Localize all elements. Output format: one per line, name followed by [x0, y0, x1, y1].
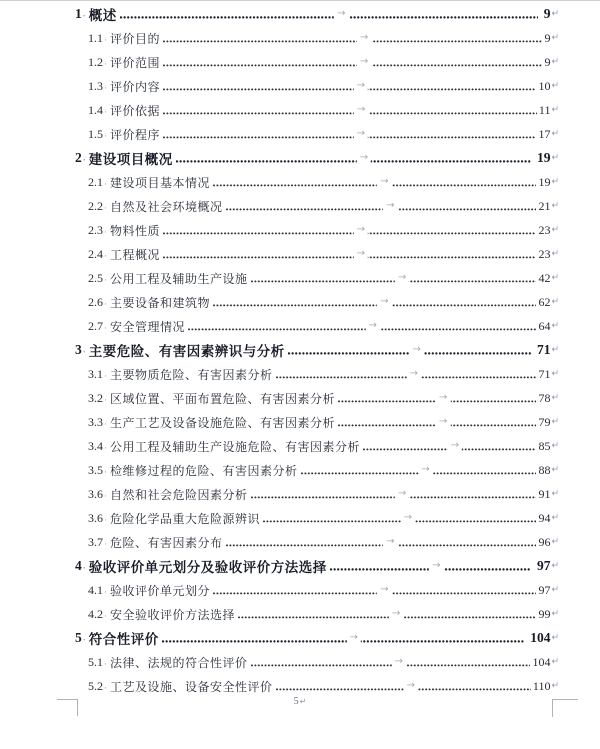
toc-entry-page-number: 23	[538, 222, 551, 237]
dot-leader	[163, 223, 536, 236]
toc-entry-page-number: 85	[538, 438, 551, 453]
toc-entry-number: 2.5	[88, 270, 103, 285]
toc-entry-page-number: 10	[538, 78, 551, 93]
tab-formatting-mark-icon: →	[377, 296, 391, 308]
toc-entry-number: 2.4	[88, 246, 103, 261]
footer-page-number: 5	[293, 696, 299, 707]
paragraph-formatting-mark-icon: ↵	[551, 321, 559, 331]
toc-entry[interactable]	[75, 74, 559, 98]
dot-leader	[276, 679, 531, 692]
dot-leader	[338, 391, 536, 404]
paragraph-formatting-mark-icon: ↵	[551, 105, 559, 115]
toc-entry-number: 4.2	[88, 606, 103, 621]
toc-entry-title: 自然和社会危险因素分析	[110, 487, 248, 502]
dot-leader	[163, 247, 536, 260]
space-formatting-mark: ·	[104, 299, 107, 309]
dot-leader	[162, 631, 524, 644]
dot-leader	[263, 511, 536, 524]
tab-formatting-mark-icon: →	[365, 320, 379, 332]
space-formatting-mark: ·	[104, 35, 107, 45]
toc-entry-page-number: 71	[536, 342, 551, 357]
toc-entry[interactable]	[75, 218, 559, 242]
dot-leader	[163, 127, 536, 140]
toc-entry[interactable]	[75, 26, 559, 50]
paragraph-formatting-mark-icon: ↵	[551, 33, 559, 43]
tab-formatting-mark-icon: →	[392, 656, 406, 668]
toc-entry-title: 主要设备和建筑物	[110, 295, 211, 310]
toc-entry-page-number: 62	[538, 294, 551, 309]
toc-entry-page-number: 78	[538, 390, 551, 405]
space-formatting-mark: ·	[82, 635, 86, 645]
toc-entry-number: 5.2	[88, 678, 103, 693]
toc-entry-number: 3.4	[88, 438, 103, 453]
dot-leader	[213, 583, 536, 596]
toc-entry[interactable]	[75, 146, 559, 170]
toc-entry-page-number: 19	[538, 174, 551, 189]
paragraph-formatting-mark-icon: ↵	[299, 697, 307, 706]
toc-entry-title: 法律、法规的符合性评价	[110, 655, 248, 670]
space-formatting-mark: ·	[104, 107, 107, 117]
tab-formatting-mark-icon: →	[409, 344, 423, 356]
space-formatting-mark: ·	[104, 251, 107, 261]
paragraph-formatting-mark-icon: ↵	[551, 657, 559, 667]
toc-entry-title: 验收评价单元划分及验收评价方法选择	[88, 560, 327, 575]
dot-leader	[238, 607, 536, 620]
toc-entry-page-number: 21	[538, 198, 551, 213]
toc-entry-number: 1.4	[88, 102, 103, 117]
paragraph-formatting-mark-icon: ↵	[551, 441, 559, 451]
dot-leader	[338, 415, 536, 428]
toc-entry-title: 危险、有害因素分布	[110, 535, 223, 550]
paragraph-formatting-mark-icon: ↵	[551, 201, 559, 211]
toc-entry-page-number: 9	[544, 30, 551, 45]
paragraph-formatting-mark-icon: ↵	[551, 81, 559, 91]
tab-formatting-mark-icon: →	[357, 56, 371, 68]
toc-entry-title: 符合性评价	[88, 632, 159, 647]
dot-leader	[226, 199, 537, 212]
toc-entry[interactable]	[75, 386, 559, 410]
toc-entry-title: 危险化学品重大危险源辨识	[110, 511, 261, 526]
dot-leader	[213, 295, 536, 308]
space-formatting-mark: ·	[104, 539, 107, 549]
toc-entry-page-number: 9	[544, 54, 551, 69]
paragraph-formatting-mark-icon: ↵	[551, 513, 559, 523]
toc-entry[interactable]	[75, 626, 559, 650]
paragraph-formatting-mark-icon: ↵	[551, 681, 559, 691]
tab-formatting-mark-icon: →	[347, 632, 361, 644]
toc-entry-page-number: 71	[538, 366, 551, 381]
space-formatting-mark: ·	[104, 371, 107, 381]
toc-entry-title: 生产工艺及设备设施危险、有害因素分析	[110, 415, 336, 430]
tab-formatting-mark-icon: →	[334, 8, 348, 20]
tab-formatting-mark-icon: →	[383, 200, 397, 212]
space-formatting-mark: ·	[104, 683, 107, 693]
toc-entry-number: 1.3	[88, 78, 103, 93]
toc-entry-title: 建设项目基本情况	[110, 175, 211, 190]
paragraph-formatting-mark-icon: ↵	[551, 57, 559, 67]
toc-entry-title: 概述	[88, 8, 117, 23]
tab-formatting-mark-icon: →	[418, 464, 432, 476]
toc-entry[interactable]	[75, 338, 559, 362]
toc-entry[interactable]	[75, 602, 559, 626]
toc-entry[interactable]	[75, 554, 559, 578]
space-formatting-mark: ·	[104, 203, 107, 213]
toc-entry[interactable]	[75, 50, 559, 74]
space-formatting-mark: ·	[104, 275, 107, 285]
tab-formatting-mark-icon: →	[448, 440, 462, 452]
page-top-edge	[0, 0, 600, 1]
toc-entry-title: 自然及社会环境概况	[110, 199, 223, 214]
paragraph-formatting-mark-icon: ↵	[551, 273, 559, 283]
space-formatting-mark: ·	[82, 11, 86, 21]
tab-formatting-mark-icon: →	[389, 608, 403, 620]
space-formatting-mark: ·	[104, 323, 107, 333]
toc-entry-title: 公用工程及辅助生产设施危险、有害因素分析	[110, 439, 361, 454]
space-formatting-mark: ·	[104, 419, 107, 429]
space-formatting-mark: ·	[104, 611, 107, 621]
toc-entry[interactable]	[75, 290, 559, 314]
toc-entry-page-number: 99	[538, 606, 551, 621]
toc-entry-page-number: 104	[530, 630, 551, 645]
toc-entry-title: 工程概况	[110, 247, 161, 262]
toc-entry-page-number: 11	[538, 102, 551, 117]
margin-crop-mark-bottom-right	[552, 699, 578, 717]
toc-entry[interactable]	[75, 650, 559, 674]
margin-crop-mark-bottom-left	[57, 699, 78, 716]
paragraph-formatting-mark-icon: ↵	[551, 9, 559, 19]
toc-entry-title: 评价依据	[110, 103, 161, 118]
dot-leader	[163, 31, 542, 44]
toc-entry-number: 4.1	[88, 582, 103, 597]
toc-entry-title: 区域位置、平面布置危险、有害因素分析	[110, 391, 336, 406]
toc-entry-number: 3.2	[88, 390, 103, 405]
toc-entry-number: 3.6	[88, 486, 103, 501]
tab-formatting-mark-icon: →	[377, 584, 391, 596]
toc-entry-page-number: 97	[536, 558, 551, 573]
dot-leader	[276, 367, 537, 380]
toc-entry-number: 5	[75, 630, 82, 645]
paragraph-formatting-mark-icon: ↵	[551, 153, 559, 163]
space-formatting-mark: ·	[104, 515, 107, 525]
paragraph-formatting-mark-icon: ↵	[551, 129, 559, 139]
toc-entry-number: 2.3	[88, 222, 103, 237]
dot-leader	[330, 559, 531, 572]
toc-entry[interactable]	[75, 530, 559, 554]
toc-entry-title: 安全验收评价方法选择	[110, 607, 236, 622]
dot-leader	[251, 271, 537, 284]
toc-entry-number: 1	[75, 6, 82, 21]
toc-entry-number: 2.1	[88, 174, 103, 189]
toc-entry-page-number: 110	[532, 678, 551, 693]
dot-leader	[226, 535, 537, 548]
toc-entry[interactable]	[75, 434, 559, 458]
dot-leader	[251, 655, 531, 668]
paragraph-formatting-mark-icon: ↵	[551, 225, 559, 235]
dot-leader	[120, 7, 538, 20]
toc-entry[interactable]	[75, 2, 559, 26]
space-formatting-mark: ·	[104, 179, 107, 189]
toc-entry-title: 评价内容	[110, 79, 161, 94]
tab-formatting-mark-icon: →	[354, 80, 368, 92]
toc-entry-number: 1.2	[88, 54, 103, 69]
dot-leader	[301, 463, 537, 476]
toc-entry-number: 3.3	[88, 414, 103, 429]
toc-entry[interactable]	[75, 482, 559, 506]
tab-formatting-mark-icon: →	[429, 560, 443, 572]
toc-entry-page-number: 79	[538, 414, 551, 429]
table-of-contents	[75, 2, 559, 698]
paragraph-formatting-mark-icon: ↵	[551, 561, 559, 571]
space-formatting-mark: ·	[104, 83, 107, 93]
toc-entry-title: 物料性质	[110, 223, 161, 238]
toc-entry-number: 4	[75, 558, 82, 573]
paragraph-formatting-mark-icon: ↵	[551, 537, 559, 547]
space-formatting-mark: ·	[82, 347, 86, 357]
paragraph-formatting-mark-icon: ↵	[551, 369, 559, 379]
paragraph-formatting-mark-icon: ↵	[551, 465, 559, 475]
toc-entry-page-number: 64	[538, 318, 551, 333]
space-formatting-mark: ·	[104, 395, 107, 405]
tab-formatting-mark-icon: →	[377, 176, 391, 188]
toc-entry-number: 3.1	[88, 366, 103, 381]
tab-formatting-mark-icon: →	[357, 152, 371, 164]
paragraph-formatting-mark-icon: ↵	[551, 633, 559, 643]
tab-formatting-mark-icon: →	[354, 104, 368, 116]
toc-entry[interactable]	[75, 170, 559, 194]
toc-entry-number: 5.1	[88, 654, 103, 669]
space-formatting-mark: ·	[104, 467, 107, 477]
tab-formatting-mark-icon: →	[401, 512, 415, 524]
toc-entry-page-number: 42	[538, 270, 551, 285]
tab-formatting-mark-icon: →	[436, 416, 450, 428]
page-footer	[0, 696, 600, 707]
space-formatting-mark: ·	[104, 131, 107, 141]
paragraph-formatting-mark-icon: ↵	[551, 345, 559, 355]
paragraph-formatting-mark-icon: ↵	[551, 609, 559, 619]
tab-formatting-mark-icon: →	[383, 536, 397, 548]
toc-entry-number: 3	[75, 342, 82, 357]
dot-leader	[251, 487, 537, 500]
tab-formatting-mark-icon: →	[354, 248, 368, 260]
tab-formatting-mark-icon: →	[354, 128, 368, 140]
paragraph-formatting-mark-icon: ↵	[551, 393, 559, 403]
space-formatting-mark: ·	[104, 659, 107, 669]
tab-formatting-mark-icon: →	[395, 488, 409, 500]
dot-leader	[363, 439, 536, 452]
tab-formatting-mark-icon: →	[436, 392, 450, 404]
space-formatting-mark: ·	[104, 587, 107, 597]
toc-entry-title: 主要物质危险、有害因素分析	[110, 367, 273, 382]
toc-entry-number: 3.5	[88, 462, 103, 477]
toc-entry-page-number: 17	[538, 126, 551, 141]
toc-entry-number: 1.5	[88, 126, 103, 141]
tab-formatting-mark-icon: →	[357, 32, 371, 44]
tab-formatting-mark-icon: →	[354, 224, 368, 236]
toc-entry-number: 2.2	[88, 198, 103, 213]
toc-entry-page-number: 88	[538, 462, 551, 477]
dot-leader	[176, 151, 531, 164]
dot-leader	[213, 175, 536, 188]
toc-entry[interactable]	[75, 362, 559, 386]
toc-entry[interactable]	[75, 458, 559, 482]
space-formatting-mark: ·	[104, 59, 107, 69]
toc-entry-title: 评价范围	[110, 55, 161, 70]
toc-entry-title: 公用工程及辅助生产设施	[110, 271, 248, 286]
paragraph-formatting-mark-icon: ↵	[551, 297, 559, 307]
toc-entry[interactable]	[75, 674, 559, 698]
toc-entry-title: 评价程序	[110, 127, 161, 142]
space-formatting-mark: ·	[82, 155, 86, 165]
paragraph-formatting-mark-icon: ↵	[551, 177, 559, 187]
tab-formatting-mark-icon: →	[404, 680, 418, 692]
toc-entry-page-number: 94	[538, 510, 551, 525]
dot-leader	[188, 319, 536, 332]
toc-entry-page-number: 9	[543, 6, 551, 21]
toc-entry-number: 2.7	[88, 318, 103, 333]
space-formatting-mark: ·	[104, 443, 107, 453]
toc-entry-number: 1.1	[88, 30, 103, 45]
toc-entry-number: 2.6	[88, 294, 103, 309]
toc-entry[interactable]	[75, 410, 559, 434]
toc-entry[interactable]	[75, 266, 559, 290]
toc-entry[interactable]	[75, 194, 559, 218]
toc-entry-page-number: 19	[536, 150, 551, 165]
toc-entry-number: 3.7	[88, 534, 103, 549]
space-formatting-mark: ·	[104, 227, 107, 237]
dot-leader	[163, 79, 536, 92]
tab-formatting-mark-icon: →	[395, 272, 409, 284]
paragraph-formatting-mark-icon: ↵	[551, 585, 559, 595]
toc-entry-title: 主要危险、有害因素辨识与分析	[88, 344, 285, 359]
toc-entry[interactable]	[75, 578, 559, 602]
dot-leader	[163, 55, 542, 68]
paragraph-formatting-mark-icon: ↵	[551, 489, 559, 499]
toc-entry[interactable]	[75, 506, 559, 530]
space-formatting-mark: ·	[82, 563, 86, 573]
space-formatting-mark: ·	[104, 491, 107, 501]
toc-entry[interactable]	[75, 314, 559, 338]
toc-entry-number: 3.6	[88, 510, 103, 525]
toc-entry-title: 检维修过程的危险、有害因素分析	[110, 463, 298, 478]
toc-entry[interactable]	[75, 98, 559, 122]
toc-entry[interactable]	[75, 242, 559, 266]
paragraph-formatting-mark-icon: ↵	[551, 417, 559, 427]
toc-entry-number: 2	[75, 150, 82, 165]
toc-entry-page-number: 96	[538, 534, 551, 549]
toc-entry-page-number: 97	[538, 582, 551, 597]
toc-entry-title: 建设项目概况	[88, 152, 173, 167]
tab-formatting-mark-icon: →	[407, 368, 421, 380]
toc-entry-title: 工艺及设施、设备安全性评价	[110, 679, 273, 694]
toc-entry-title: 安全管理情况	[110, 319, 186, 334]
toc-entry-title: 评价目的	[110, 31, 161, 46]
toc-entry-page-number: 23	[538, 246, 551, 261]
paragraph-formatting-mark-icon: ↵	[551, 249, 559, 259]
dot-leader	[163, 103, 537, 116]
toc-entry[interactable]	[75, 122, 559, 146]
toc-entry-page-number: 91	[538, 486, 551, 501]
toc-entry-page-number: 104	[532, 654, 551, 669]
toc-entry-title: 验收评价单元划分	[110, 583, 211, 598]
dot-leader	[288, 343, 531, 356]
